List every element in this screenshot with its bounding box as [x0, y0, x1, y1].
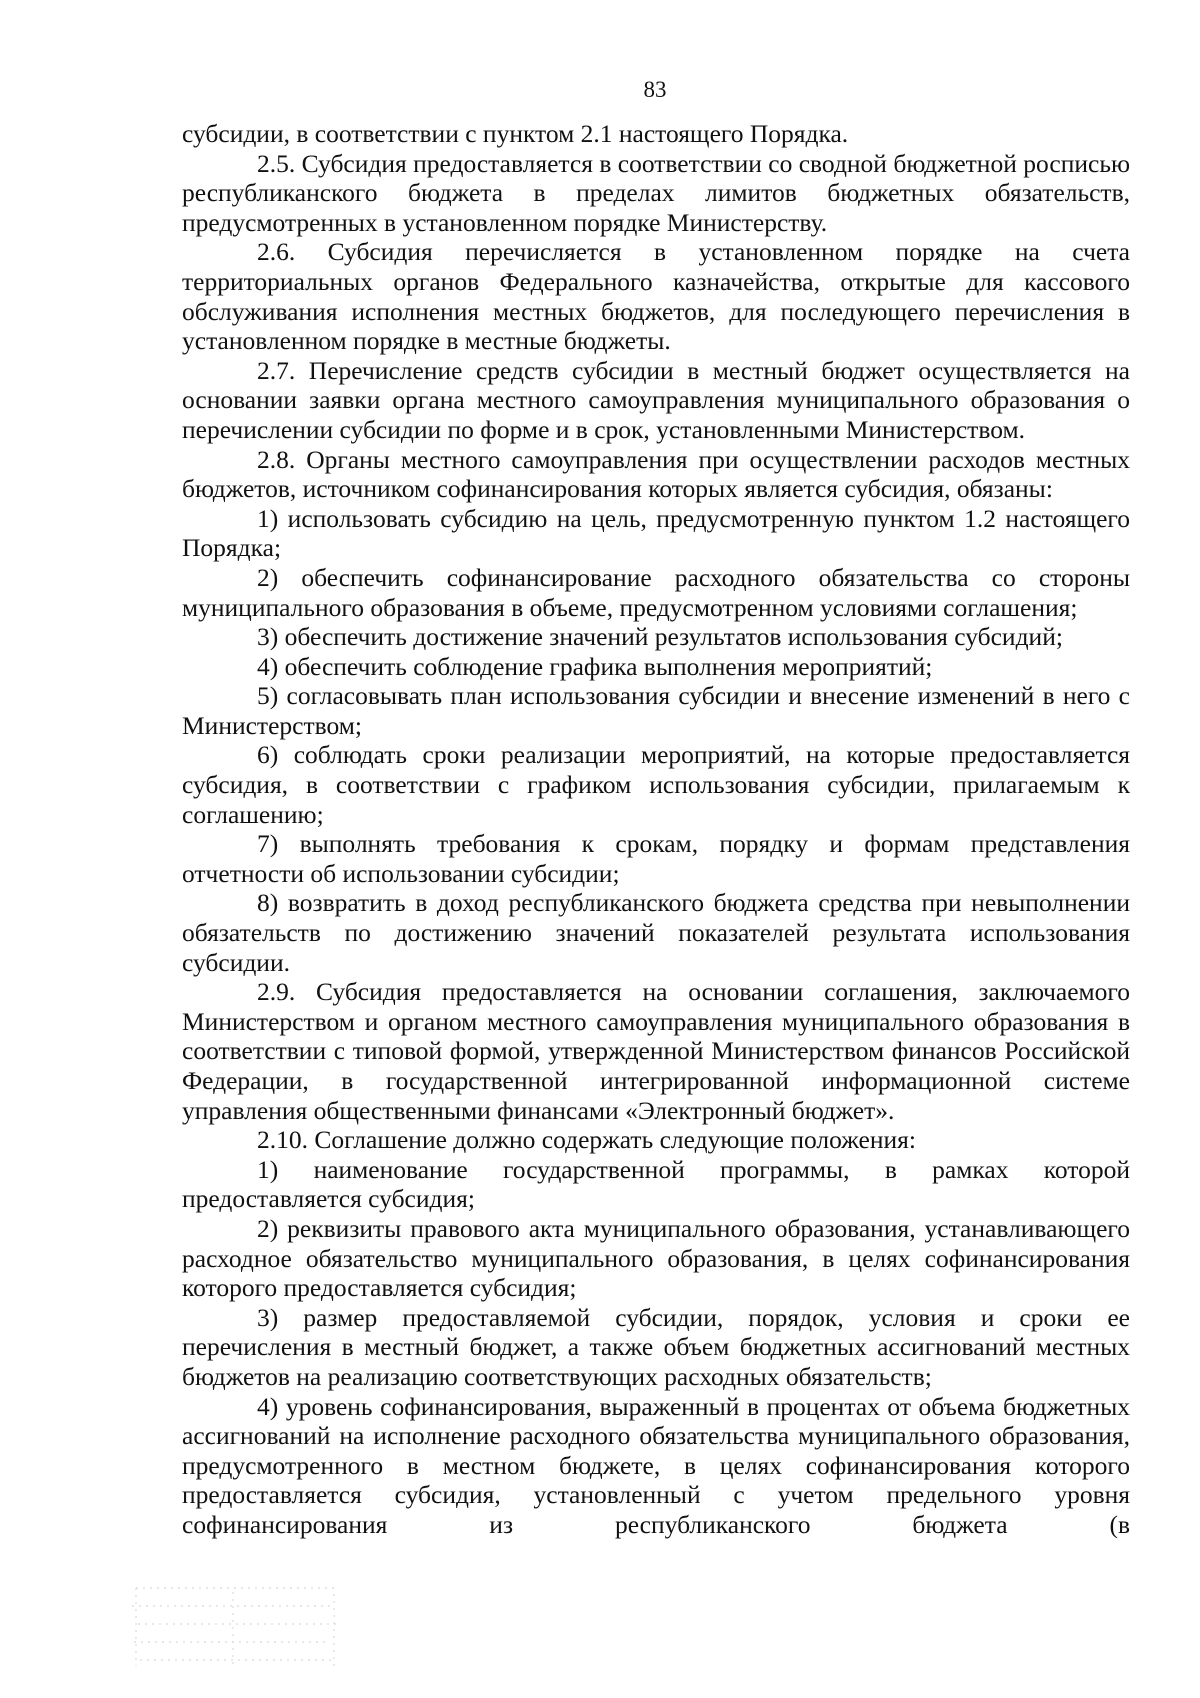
list-item-2-10-3: 3) размер предоставляемой субсидии, порядок, условия и сроки ее перечисления в местный бюджет, а также объем бюджетных ассигнований местных бюджетов на реализацию соответствующих расходных обязательств;: [182, 1302, 1130, 1391]
page-number: 83: [643, 77, 667, 102]
list-item-2-8-6: 6) соблюдать сроки реализации мероприятий, на которые предоставляется субсидия, в соответствии с графиком использования субсидии, прилагаемым к соглашению;: [182, 740, 1130, 829]
list-item-2-10-2: 2) реквизиты правового акта муниципального образования, устанавливающего расходное обязательство муниципального образования, в целях софинансирования которого предоставляется субсидия;: [182, 1213, 1130, 1303]
paragraph-2-6: 2.6. Субсидия перечисляется в установленном порядке на счета территориальных органов Федерального казначейства, открытые для кассового обслуживания исполнения местных бюджетов, для последующего перечисления в установленном порядке в местные бюджеты.: [182, 237, 1130, 356]
document-body: [182, 119, 1130, 1540]
list-item-2-8-1: 1) использовать субсидию на цель, предусмотренную пунктом 1.2 настоящего Порядка;: [182, 503, 1130, 563]
paragraph-2-9: 2.9. Субсидия предоставляется на основании соглашения, заключаемого Министерством и органом местного самоуправления муниципального образования в соответствии с типовой формой, утвержденной Министерством финансов Российской Федерации, в государственной интегрированной информационной системе управления общественными финансами «Электронный бюджет».: [182, 977, 1130, 1125]
list-item-2-8-5: 5) согласовывать план использования субсидии и внесение изменений в него с Министерством;: [182, 681, 1130, 740]
paragraph-2-10: 2.10. Соглашение должно содержать следующие положения:: [257, 1125, 916, 1155]
paragraph-2-7: 2.7. Перечисление средств субсидии в местный бюджет осуществляется на основании заявки органа местного самоуправления муниципального образования о перечислении субсидии по форме и в срок, установленными Министерством.: [182, 355, 1130, 444]
paragraph-2-5: 2.5. Субсидия предоставляется в соответствии со сводной бюджетной росписью республиканского бюджета в пределах лимитов бюджетных обязательств, предусмотренных в установленном порядке Министерству.: [182, 148, 1130, 237]
list-item-2-10-1: 1) наименование государственной программы, в рамках которой предоставляется субсидия;: [182, 1154, 1130, 1214]
faded-stamp-mark: [128, 1582, 343, 1672]
list-item-2-8-2: 2) обеспечить софинансирование расходного обязательства со стороны муниципального образования в объеме, предусмотренном условиями соглашения;: [182, 562, 1130, 622]
list-item-2-8-8: 8) возвратить в доход республиканского бюджета средства при невыполнении обязательств по достижению значений показателей результата использования субсидии.: [182, 888, 1130, 977]
list-item-2-8-7: 7) выполнять требования к срокам, порядку и формам представления отчетности об использовании субсидии;: [182, 829, 1130, 888]
list-item-2-8-4: 4) обеспечить соблюдение графика выполнения мероприятий;: [257, 651, 933, 681]
paragraph-2-8: 2.8. Органы местного самоуправления при осуществлении расходов местных бюджетов, источником софинансирования которых является субсидия, обязаны:: [182, 444, 1130, 504]
list-item-2-10-4: 4) уровень софинансирования, выраженный в процентах от объема бюджетных ассигнований на исполнение расходного обязательства муниципального образования, предусмотренного в местном бюджете, в целях софинансирования которого предоставляется субсидия, установленный с учетом предельного уровня софинансирования из республиканского бюджета (в: [182, 1391, 1130, 1539]
paragraph-continuation: субсидии, в соответствии с пунктом 2.1 настоящего Порядка.: [182, 119, 849, 148]
list-item-2-8-3: 3) обеспечить достижение значений результатов использования субсидий;: [257, 622, 1063, 652]
